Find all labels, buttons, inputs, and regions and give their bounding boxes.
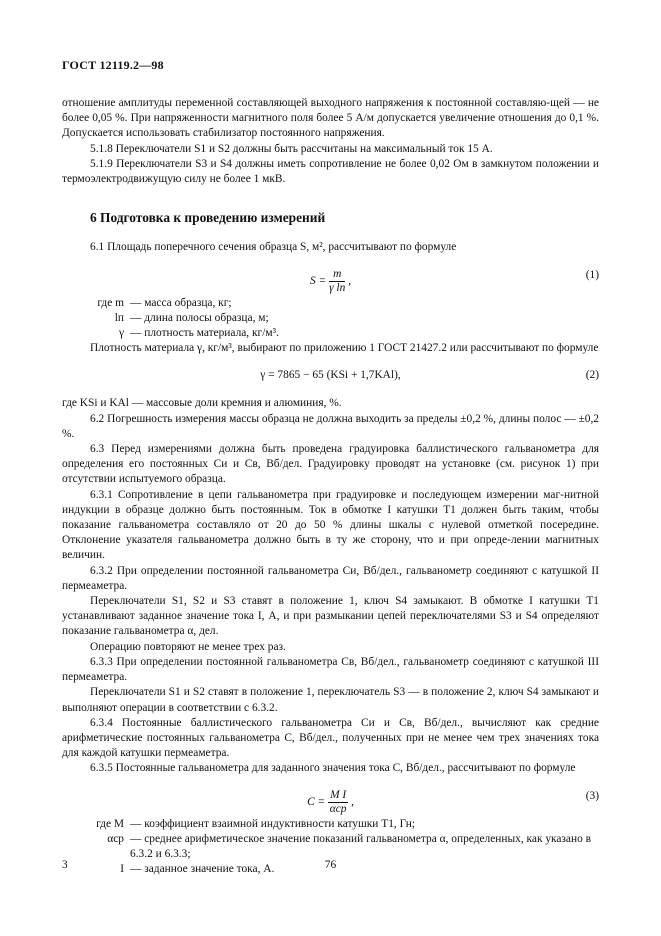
- where-1-text: — плотность материала, кг/м³.: [130, 327, 279, 340]
- where-1-row-2: [62, 311, 599, 326]
- document-header: ГОСТ 12119.2—98: [62, 58, 164, 72]
- paragraph-6-3-2-c: Операцию повторяют не менее трех раз.: [90, 640, 286, 653]
- formula-1-numerator: m: [329, 268, 345, 282]
- formula-1-number: (1): [585, 268, 599, 281]
- paragraph-5-1-9: 5.1.9 Переключатели S3 и S4 должны иметь сопротивление не более 0,02 Ом в замкнутом положении и термоэлектродвижущую силу не более 1 мкВ.: [62, 157, 599, 186]
- where-3-text: — заданное значение тока, А.: [130, 863, 275, 876]
- where-1-symbol: lп: [114, 311, 124, 324]
- paragraph-intro: отношение амплитуды переменной составляющей выходного напряжения к постоянной составляю-щей — не более 0,05 %. При напряженности магнитного поля более 5 А/м допускается увеличение отношения до 0,1 %. Допускается использовать стабилизатор постоянного напряжения.: [62, 97, 599, 140]
- where-3-symbol: I: [120, 863, 124, 876]
- where-1-text: — масса образца, кг;: [130, 296, 232, 309]
- page-number: 76: [324, 859, 337, 871]
- paragraph-density: Плотность материала γ, кг/м³, выбирают по приложению 1 ГОСТ 21427.2 или рассчитывают по формуле: [90, 342, 599, 355]
- paragraph-6-3-1: 6.3.1 Сопротивление в цепи гальванометра при градуировке и последующем измерении маг-нитной индукции в образце должно быть постоянным. Ток в обмотке I катушки T1 должен быть таким, чтобы показание гальванометра составляло от 20 до 50 % длины шкалы с нулевой отметкой посередине. Отклонение указателя гальванометра должно быть в ту же сторону, что и при опреде-лении магнитных величин.: [62, 488, 599, 562]
- section-title: 6 Подготовка к проведению измерений: [90, 210, 326, 226]
- formula-3-fraction: [328, 789, 348, 816]
- paragraph-6-1: 6.1 Площадь поперечного сечения образца S, м², рассчитывают по формуле: [90, 241, 457, 254]
- document-body: [62, 96, 599, 877]
- paragraph-6-3-5: 6.3.5 Постоянные гальванометра для заданного значения тока C, Вб/дел., рассчитывают по формуле: [90, 762, 576, 775]
- formula-1: [62, 262, 599, 292]
- formula-2-number: (2): [585, 369, 599, 382]
- formula-2: [62, 362, 599, 392]
- where-1-symbol: где m: [97, 296, 124, 309]
- formula-3-denominator: αср: [329, 802, 347, 815]
- where-3-text: — коэффициент взаимной индуктивности катушки T1, Гн;: [130, 817, 416, 830]
- where-1-text: — длина полосы образца, м;: [130, 311, 269, 324]
- formula-3-numerator: M I: [330, 788, 347, 801]
- paragraph-5-1-8: 5.1.8 Переключатели S1 и S2 должны быть рассчитаны на максимальный ток 15 А.: [90, 142, 493, 155]
- footer-left-number: 3: [62, 859, 68, 871]
- where-3-symbol: где M: [96, 817, 124, 830]
- where-3-row-1: [62, 817, 599, 832]
- formula-3-number: (3): [585, 789, 599, 802]
- formula-1-denominator: γ lп: [329, 281, 346, 294]
- where-3-text: — среднее арифметическое значение показаний гальванометра α, определенных, как указано в 6.3.2 и 6.3.3;: [130, 832, 592, 860]
- formula-3-lhs: C =: [307, 795, 326, 808]
- where-3-symbol: αср: [107, 832, 124, 845]
- formula-2-expression: γ = 7865 − 65 (KSi + 1,7KAl),: [260, 369, 401, 382]
- where-2: где KSi и KAl — массовые доли кремния и алюминия, %.: [62, 397, 342, 410]
- formula-1-fraction: [329, 268, 345, 295]
- paragraph-6-3-4: 6.3.4 Постоянные баллистического гальванометра Cи и Cв, Вб/дел., вычисляют как средние арифметические постоянных гальванометра C, Вб/дел., полученных при не менее чем трех значениях тока для каждой катушки пермеаметра.: [62, 716, 599, 760]
- paragraph-6-2: 6.2 Погрешность измерения массы образца не должна выходить за пределы ±0,2 %, длины полос — ±0,2 %.: [62, 412, 599, 440]
- paragraph-6-3: 6.3 Перед измерениями должна быть проведена градуировка баллистического гальванометра для определения его постоянных Cи и Cв, Вб/дел. Градуировку проводят на установке (см. рисунок 1) при отсутствии испытуемого образца.: [62, 443, 599, 486]
- where-1-row-3: [62, 326, 599, 341]
- where-1-row-1: [62, 296, 599, 311]
- paragraph-6-3-2-b: Переключатели S1, S2 и S3 ставят в положение 1, ключ S4 замыкают. В обмотке I катушки T1 устанавливают заданное значение тока I, А, и при размыкании цепей переключателями S3 и S4 определяют показание гальванометра α, дел.: [62, 595, 599, 638]
- where-1-symbol: γ: [118, 327, 124, 340]
- formula-1-tail: ,: [348, 274, 351, 287]
- paragraph-6-3-3: 6.3.3 При определении постоянной гальванометра Cв, Вб/дел., гальванометр соединяют с катушкой III пермеаметра.: [62, 655, 599, 684]
- formula-1-lhs: S =: [309, 274, 327, 287]
- paragraph-6-3-2: 6.3.2 При определении постоянной гальванометра Cи, Вб/дел., гальванометр соединяют с катушкой II пермеаметра.: [62, 564, 599, 592]
- formula-3-tail: ,: [351, 795, 354, 808]
- paragraph-6-3-3-b: Переключатели S1 и S2 ставят в положение 1, переключатель S3 — в положение 2, ключ S4 замыкают и выполняют операции в соответствии с 6.3.2.: [62, 686, 599, 714]
- formula-3: [62, 783, 599, 813]
